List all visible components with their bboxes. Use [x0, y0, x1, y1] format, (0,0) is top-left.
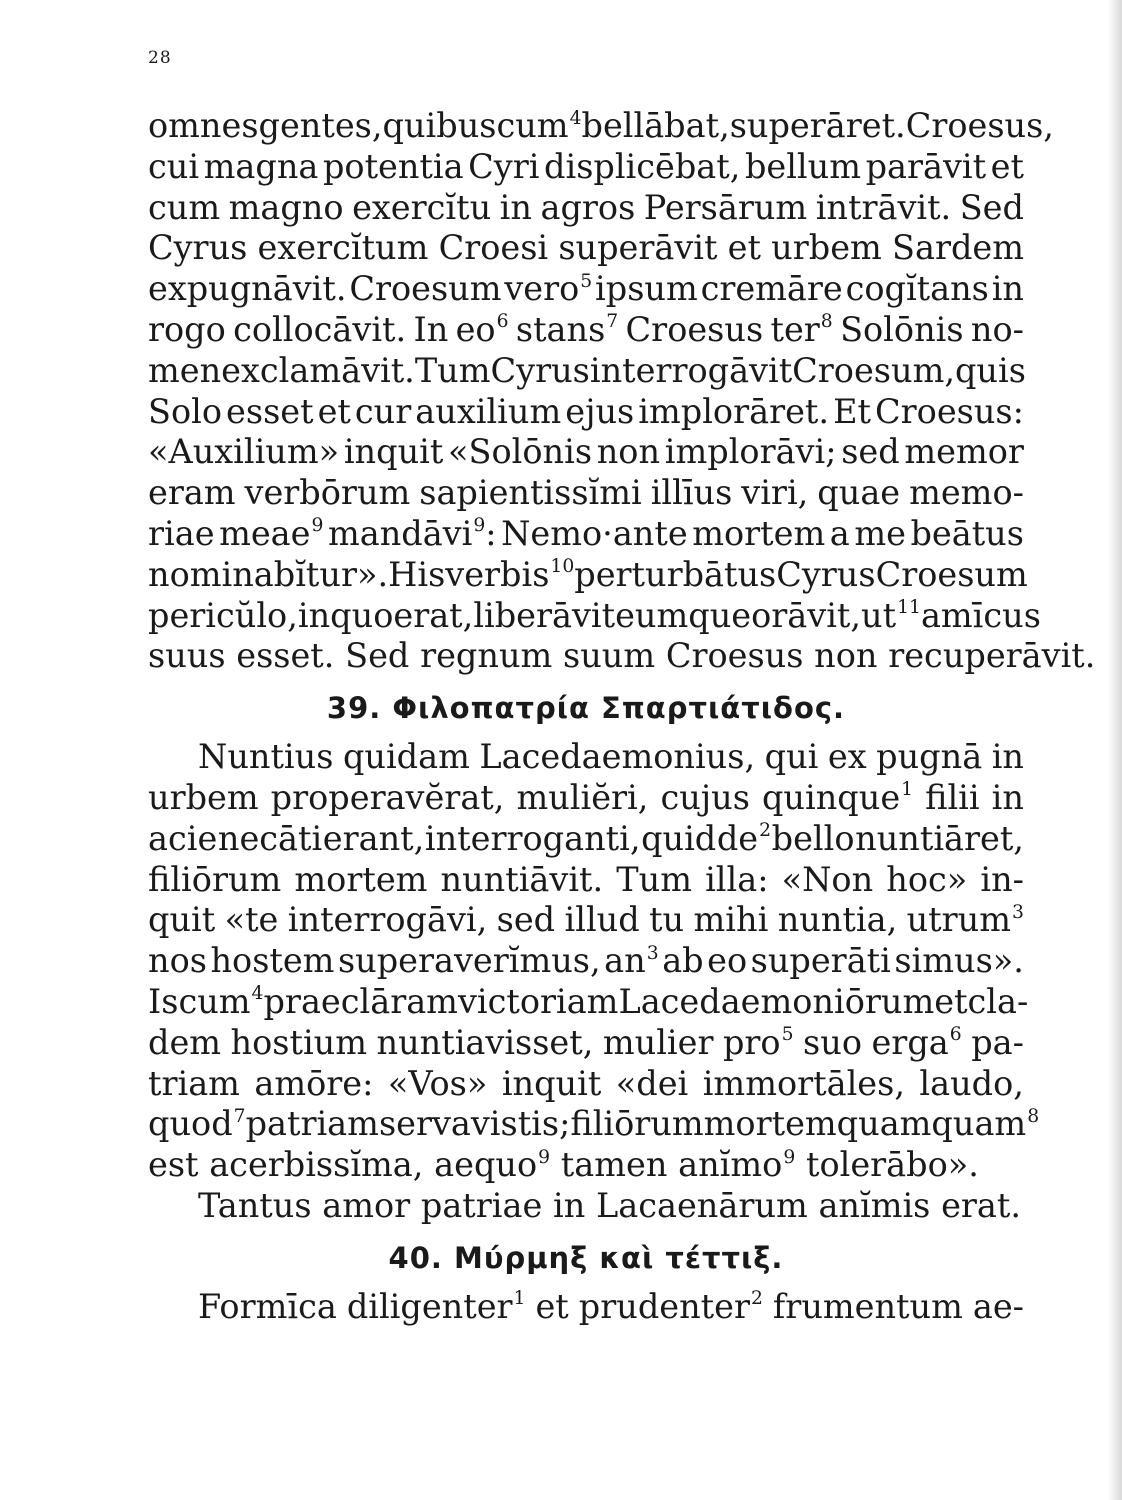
word: liberāvit: [473, 595, 616, 635]
word: pugnā: [876, 737, 983, 777]
word: exercĭtu: [352, 187, 492, 227]
word: simus».: [894, 941, 1024, 981]
word: no-: [970, 309, 1024, 349]
word: Croesus: [665, 636, 804, 676]
text-line: [148, 392, 1024, 433]
word: Et: [833, 391, 871, 431]
word: a: [829, 513, 850, 553]
footnote-ref: 2: [750, 1288, 763, 1310]
word: ae-: [972, 1286, 1024, 1326]
text-line: [148, 737, 1024, 778]
word: interroganti,: [424, 818, 641, 858]
word: hostem: [210, 941, 335, 981]
word: $eo^6$: [455, 309, 509, 349]
word: regnum: [420, 636, 553, 676]
word: ipsum: [595, 269, 698, 309]
word: quid: [641, 818, 717, 858]
footnote-ref: 11: [897, 597, 921, 619]
footnote-ref: 8: [1027, 1105, 1040, 1127]
footnote-ref: 6: [949, 1024, 962, 1046]
text-line: [148, 554, 1028, 596]
word: tamen: [560, 1145, 668, 1185]
word: erga$^6$: [871, 1022, 962, 1062]
paragraph: [148, 106, 1096, 677]
word: pro$^5$: [722, 1022, 794, 1062]
word: Lacedaemoniōrum: [618, 981, 935, 1021]
word: illīus: [650, 473, 733, 513]
footnote-ref: 1: [901, 779, 914, 801]
word: nuntiavisset,: [376, 1022, 594, 1062]
text-line: [148, 1064, 1024, 1105]
word: illud: [564, 900, 640, 940]
word: magno: [228, 187, 344, 227]
word: meae$^9$: [219, 513, 324, 553]
word: Tum: [414, 350, 491, 390]
word: Tantus: [198, 1185, 312, 1225]
word: bellum: [744, 146, 861, 186]
word: inquit: [343, 432, 444, 472]
footnote-ref: 1: [513, 1288, 526, 1310]
word: in-: [980, 859, 1024, 899]
word: ab: [662, 941, 704, 981]
word: in: [991, 269, 1024, 309]
word: et: [990, 146, 1024, 186]
word: amor: [322, 1185, 411, 1225]
word: exercĭtum: [257, 228, 429, 268]
word: cum: [148, 187, 221, 227]
word: et: [934, 981, 968, 1021]
word: mortem: [692, 513, 826, 553]
word: mortem: [703, 1104, 837, 1144]
word: stans$^7$: [515, 309, 619, 349]
word: Cyrus: [776, 554, 876, 594]
footnote-ref: 6: [496, 311, 509, 333]
word: cla-: [967, 981, 1029, 1021]
word: ejus: [565, 391, 635, 431]
text-line: [148, 981, 1029, 1023]
word: aequo$^9$: [434, 1145, 551, 1185]
page-edge-shadow: [1108, 0, 1122, 1500]
word: Formīca: [198, 1286, 337, 1326]
word: mihi: [693, 900, 769, 940]
text-line: [148, 473, 1024, 514]
word: recuperāvit.: [888, 636, 1096, 676]
word: laudo,: [919, 1063, 1024, 1103]
word: omnes: [148, 106, 259, 145]
word: tolerābo».: [805, 1145, 979, 1185]
word: perturbātus: [574, 554, 777, 594]
word: anĭmo$^9$: [678, 1145, 796, 1185]
word: vero$^5$: [504, 269, 593, 309]
word: auxilium: [415, 391, 562, 431]
word: «Non: [781, 859, 874, 899]
word: filii: [925, 777, 980, 817]
text-line: [148, 432, 1024, 473]
text-line: [148, 1186, 1024, 1227]
word: viri,: [741, 473, 809, 513]
word: memor: [904, 432, 1024, 472]
paragraph: [148, 1186, 1024, 1227]
word: cujus: [660, 777, 750, 817]
word: sapientissĭmi: [419, 473, 642, 513]
word: gentes,: [258, 106, 383, 145]
word: beātus: [910, 513, 1024, 553]
word: quamquam$^8$: [836, 1104, 1040, 1144]
page-number: 28: [148, 48, 172, 68]
section-heading: 40. Μύρμηξ καὶ τέττιξ.: [388, 1240, 784, 1275]
word: erat.: [941, 1185, 1022, 1225]
word: «te: [224, 900, 279, 940]
word: esset: [226, 391, 314, 431]
word: $an^3$: [604, 941, 659, 981]
word: urbem: [771, 228, 882, 268]
footnote-ref: 7: [606, 311, 619, 333]
text-line: [148, 595, 1041, 637]
word: pericŭlo,: [148, 595, 298, 635]
footnote-ref: 5: [580, 270, 593, 292]
word: filiōrum: [148, 859, 282, 899]
word: implorāvi;: [664, 432, 837, 472]
word: Cyrus: [490, 350, 590, 390]
word: esset.: [236, 636, 335, 676]
word: quae: [817, 473, 901, 513]
page-text: [148, 106, 1096, 1328]
word: intrāvit.: [815, 187, 952, 227]
paragraph: [148, 1287, 1024, 1328]
word: Lacaenārum: [596, 1185, 808, 1225]
word: potentia: [322, 146, 464, 186]
text-line: [148, 778, 1024, 819]
word: erant,: [322, 818, 425, 858]
word: amōre:: [254, 1063, 374, 1103]
text-line: [148, 106, 1054, 147]
word: filiōrum: [570, 1104, 704, 1144]
word: non: [814, 636, 878, 676]
word: hoc»: [886, 859, 968, 899]
word: suum: [563, 636, 656, 676]
word: Is: [148, 981, 179, 1021]
word: In: [413, 309, 449, 349]
word: amīcus: [920, 595, 1041, 635]
word: mulier: [602, 1022, 714, 1062]
word: quit: [148, 900, 216, 940]
text-line: [148, 351, 1024, 392]
text-line: [148, 941, 1024, 982]
word: properavĕrat,: [270, 777, 505, 817]
word: His: [388, 554, 446, 594]
word: $de^2$: [716, 818, 772, 858]
word: verbōrum: [244, 473, 411, 513]
word: acerbissĭma,: [209, 1145, 424, 1185]
word: «dei: [615, 1063, 689, 1103]
word: quis: [954, 350, 1026, 390]
word: displicēbat,: [544, 146, 741, 186]
word: frumentum: [772, 1286, 963, 1326]
footnote-ref: 9: [311, 515, 324, 537]
text-line: [148, 310, 1024, 351]
word: Cyri: [468, 146, 540, 186]
word: nos: [148, 941, 207, 981]
text-line: [148, 1104, 1040, 1145]
word: ex: [827, 737, 867, 777]
footnote-ref: 7: [233, 1105, 246, 1127]
word: implorāret.: [638, 391, 830, 431]
word: erat,: [393, 595, 474, 635]
word: quidam: [342, 737, 470, 777]
text-line: [148, 147, 1024, 188]
word: Croesum,: [792, 350, 955, 390]
word: cum$^4$: [178, 981, 264, 1021]
word: $ut^{11}$: [861, 595, 921, 635]
word: cur: [354, 391, 412, 431]
footnote-ref: 10: [550, 556, 575, 578]
word: parāvit: [865, 146, 987, 186]
word: inquit: [501, 1063, 602, 1103]
word: quod$^7$: [148, 1104, 246, 1144]
word: hostium: [230, 1022, 368, 1062]
word: nuntiāvit.: [440, 859, 604, 899]
word: bellābat,: [581, 106, 730, 145]
paragraph: [148, 737, 1040, 1186]
word: praeclāram: [263, 981, 458, 1021]
section-heading: 39. Φιλοπατρία Σπαρτιάτιδος.: [326, 691, 846, 726]
word: orāvit,: [751, 595, 862, 635]
word: ter$^8$: [770, 309, 833, 349]
word: men: [148, 350, 222, 390]
word: illa:: [705, 859, 769, 899]
word: verbis$^{10}$: [445, 554, 575, 594]
word: riae: [148, 513, 215, 553]
word: Lacedaemonius,: [479, 737, 756, 777]
footnote-ref: 4: [251, 983, 264, 1005]
word: rogo: [148, 309, 226, 349]
word: et: [317, 391, 351, 431]
word: Solo: [148, 391, 223, 431]
word: Sed: [345, 636, 410, 676]
word: quibuscum$^4$: [382, 106, 582, 145]
footnote-ref: 3: [646, 942, 659, 964]
word: anĭmis: [818, 1185, 931, 1225]
word: Persārum: [643, 187, 808, 227]
text-line: [148, 900, 1024, 941]
word: agros: [540, 187, 636, 227]
word: Croesus,: [905, 106, 1054, 145]
word: quinque$^1$: [761, 777, 914, 817]
word: interrogāvit: [589, 350, 793, 390]
footnote-ref: 4: [569, 107, 582, 129]
word: Tum: [616, 859, 692, 899]
word: urbem: [148, 777, 259, 817]
word: «Vos»: [387, 1063, 488, 1103]
text-line: [148, 188, 1024, 229]
word: non: [596, 432, 661, 472]
word: superāti: [750, 941, 891, 981]
word: expugnāvit.: [148, 269, 347, 309]
word: «Solōnis: [448, 432, 593, 472]
word: eram: [148, 473, 236, 513]
word: mandāvi$^9$:: [327, 513, 497, 553]
word: necāti: [217, 818, 323, 858]
footnote-ref: 9: [473, 515, 486, 537]
word: Sardem: [892, 228, 1024, 268]
word: cremāre: [700, 269, 843, 309]
word: quo: [330, 595, 394, 635]
word: Nuntius: [198, 737, 334, 777]
word: cui: [148, 146, 200, 186]
word: sed: [841, 432, 900, 472]
footnote-ref: 2: [759, 820, 772, 842]
text-line: [148, 1287, 1024, 1328]
word: utrum$^3$: [906, 900, 1024, 940]
text-line: [148, 514, 1024, 555]
word: memo-: [909, 473, 1024, 513]
word: in: [297, 595, 331, 635]
word: pa-: [971, 1022, 1024, 1062]
word: prudenter$^2$: [578, 1286, 763, 1326]
footnote-ref: 9: [783, 1146, 796, 1168]
word: triam: [148, 1063, 240, 1103]
word: collocāvit.: [233, 309, 407, 349]
word: acie: [148, 818, 218, 858]
word: Croesum: [875, 554, 1028, 594]
word: Cyrus: [148, 228, 248, 268]
text-line: [148, 269, 1024, 310]
word: patriae: [420, 1185, 543, 1225]
word: qui: [764, 737, 819, 777]
word: mortem: [294, 859, 428, 899]
footnote-ref: 3: [1012, 901, 1024, 923]
word: superaverĭmus,: [337, 941, 601, 981]
footnote-ref: 8: [820, 311, 833, 333]
word: suus: [148, 636, 226, 676]
word: Croesi: [438, 228, 549, 268]
word: immortāles,: [702, 1063, 905, 1103]
word: nominabĭtur».: [148, 554, 389, 594]
word: nuntia,: [777, 900, 898, 940]
word: Nemo·ante: [501, 513, 688, 553]
word: magna: [203, 146, 319, 186]
word: in: [991, 737, 1024, 777]
word: est: [148, 1145, 199, 1185]
word: et: [535, 1286, 569, 1326]
word: interrogāvi,: [287, 900, 488, 940]
footnote-ref: 9: [538, 1146, 551, 1168]
word: tu: [649, 900, 685, 940]
word: bello: [771, 818, 855, 858]
word: in: [991, 777, 1024, 817]
word: Croesus: [625, 309, 764, 349]
word: «Auxilium»: [148, 432, 340, 472]
word: cogĭtans: [845, 269, 989, 309]
word: dem: [148, 1022, 222, 1062]
text-line: [148, 860, 1024, 901]
word: exclamāvit.: [221, 350, 415, 390]
text-line: [148, 1145, 1024, 1186]
text-line: [148, 636, 1096, 677]
word: sed: [496, 900, 556, 940]
word: diligenter$^1$: [346, 1286, 526, 1326]
word: victoriam: [457, 981, 619, 1021]
text-line: [148, 1023, 1024, 1064]
word: suo: [803, 1022, 862, 1062]
word: Sed: [959, 187, 1024, 227]
word: et: [727, 228, 761, 268]
word: eumque: [615, 595, 752, 635]
word: patriam: [245, 1104, 379, 1144]
word: in: [553, 1185, 586, 1225]
word: Solōnis: [840, 309, 964, 349]
footnote-ref: 5: [781, 1024, 794, 1046]
word: me: [854, 513, 906, 553]
word: in: [499, 187, 532, 227]
text-line: [148, 228, 1024, 269]
word: superāvit: [558, 228, 718, 268]
text-line: [148, 819, 1024, 860]
word: eo: [707, 941, 748, 981]
word: Croesum: [349, 269, 502, 309]
word: Croesus:: [875, 391, 1024, 431]
word: superāret.: [729, 106, 906, 145]
word: nuntiāret,: [855, 818, 1024, 858]
word: muliĕri,: [516, 777, 649, 817]
word: servavistis;: [378, 1104, 571, 1144]
